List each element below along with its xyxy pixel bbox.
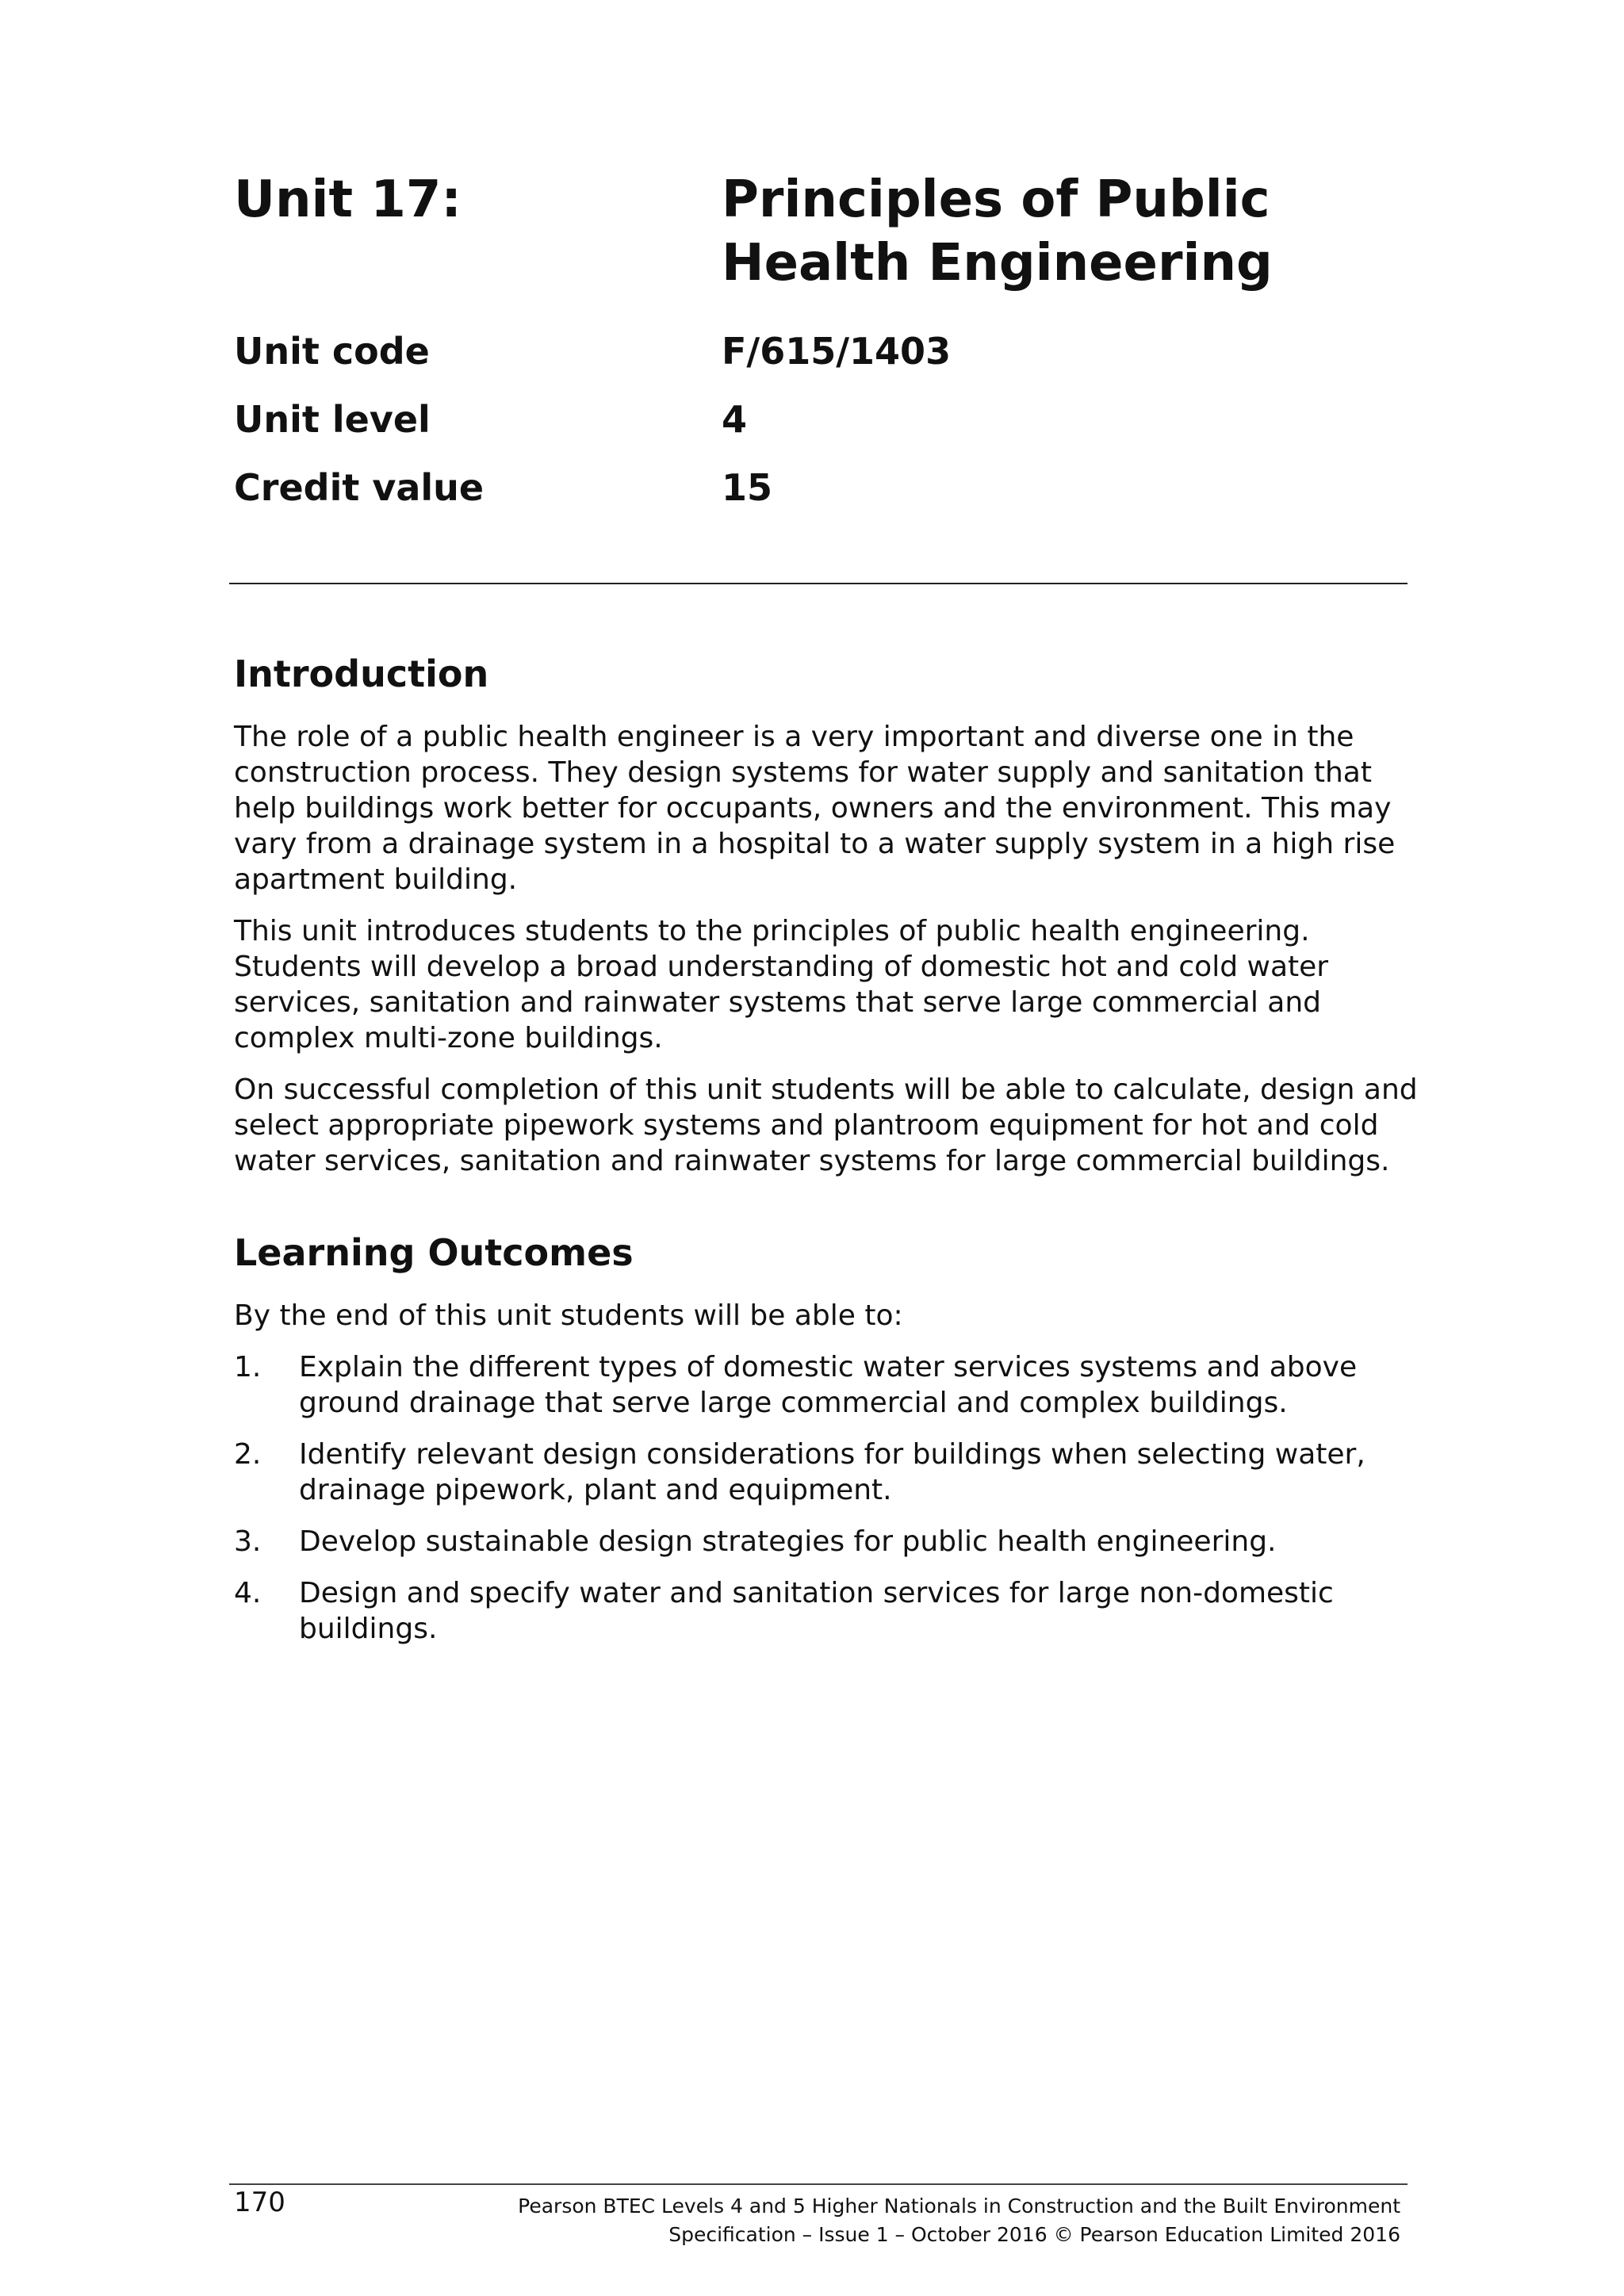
paragraph: This unit introduces students to the principles of public health engineering. Students will develop a broad understanding of domestic hot and cold water services, sanitation and rainwater systems that serve large commercial and complex multi-zone buildings. bbox=[234, 915, 1329, 1054]
meta-label: Credit value bbox=[234, 466, 485, 509]
introduction-section bbox=[234, 646, 1423, 1179]
paragraph: On successful completion of this unit students will be able to calculate, design and select appropriate pipework systems and plantroom equipment for hot and cold water services, sanitation and rainwater systems for large commercial buildings. bbox=[234, 1073, 1418, 1177]
unit-level-row bbox=[234, 397, 1408, 465]
list-item bbox=[234, 1575, 1423, 1647]
footer-line: Specification – Issue 1 – October 2016 © Pearson Education Limited 2016 bbox=[668, 2223, 1400, 2246]
list-item-number: 1. bbox=[234, 1351, 262, 1383]
list-item-number: 4. bbox=[234, 1577, 262, 1609]
meta-value: 15 bbox=[722, 466, 773, 509]
unit-title-line: Health Engineering bbox=[722, 234, 1273, 293]
unit-meta-table bbox=[234, 329, 1408, 534]
learning-outcomes-section bbox=[234, 1225, 1423, 1647]
meta-value: 4 bbox=[722, 398, 748, 441]
header-divider bbox=[229, 583, 1408, 584]
meta-value: F/615/1403 bbox=[722, 330, 952, 373]
unit-number: Unit 17: bbox=[234, 170, 462, 229]
footer-line: Pearson BTEC Levels 4 and 5 Higher Nationals in Construction and the Built Environment bbox=[518, 2195, 1400, 2218]
section-heading: Learning Outcomes bbox=[234, 1231, 634, 1274]
list-item-number: 2. bbox=[234, 1438, 262, 1471]
paragraph: By the end of this unit students will be able to: bbox=[234, 1299, 903, 1332]
spacer bbox=[234, 1195, 1423, 1225]
unit-title-line: Principles of Public bbox=[722, 170, 1270, 229]
list-item bbox=[234, 1349, 1423, 1421]
footer-divider bbox=[229, 2183, 1408, 2185]
section-heading: Introduction bbox=[234, 652, 489, 695]
list-item-text: Design and specify water and sanitation services for large non-domestic buildings. bbox=[299, 1577, 1334, 1645]
list-item bbox=[234, 1524, 1423, 1559]
paragraph: The role of a public health engineer is a very important and diverse one in the construction process. They design systems for water supply and sanitation that help buildings work better for occupants, owners and the environment. This may vary from a drainage system in a hospital to a water supply system in a high rise apartment building. bbox=[234, 721, 1396, 896]
meta-label: Unit code bbox=[234, 330, 430, 373]
list-item-text: Explain the different types of domestic water services systems and above ground drainage that serve large commercial and complex buildings. bbox=[299, 1351, 1358, 1419]
unit-code-row bbox=[234, 329, 1408, 397]
footer-text bbox=[518, 2192, 1400, 2249]
list-item bbox=[234, 1437, 1423, 1508]
unit-title-block bbox=[234, 168, 1408, 295]
list-item-text: Identify relevant design considerations for buildings when selecting water, drainage pipework, plant and equipment. bbox=[299, 1438, 1365, 1506]
main-content bbox=[234, 646, 1423, 1663]
list-item-text: Develop sustainable design strategies for public health engineering. bbox=[299, 1525, 1277, 1558]
list-item-number: 3. bbox=[234, 1525, 262, 1558]
meta-label: Unit level bbox=[234, 398, 431, 441]
unit-title bbox=[722, 168, 1356, 295]
credit-value-row bbox=[234, 465, 1408, 534]
outcomes-list bbox=[234, 1349, 1423, 1647]
page-number: 170 bbox=[234, 2187, 285, 2218]
